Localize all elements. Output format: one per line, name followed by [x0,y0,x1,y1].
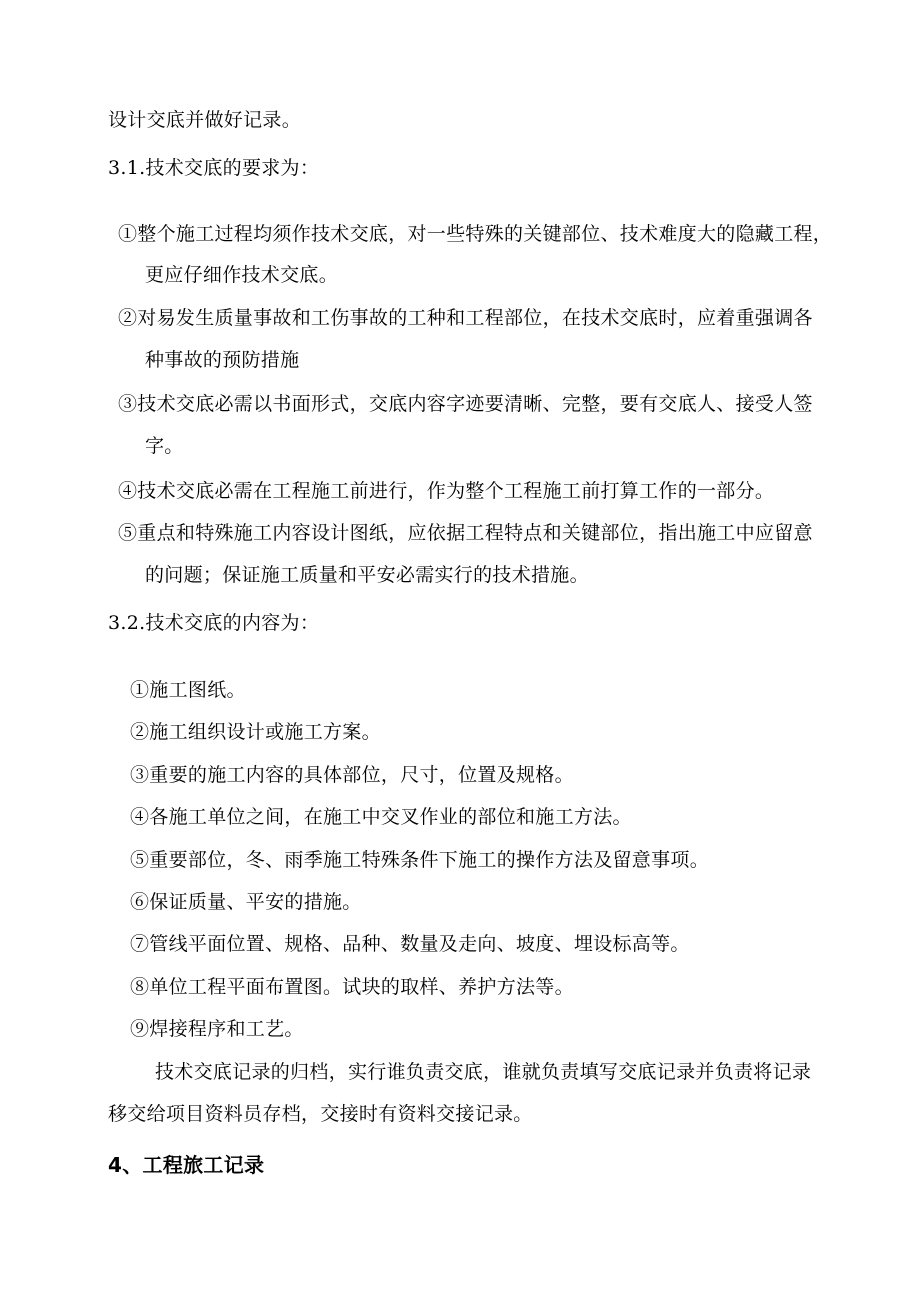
content-item-3: ③重要的施工内容的具体部位，尺寸，位置及规格。 [130,764,574,786]
req-item-2-line-2: 种事故的预防措施 [145,349,300,371]
content-item-9: ⑨焊接程序和工艺。 [130,1018,304,1040]
content-item-5: ⑤重要部位，冬、雨季施工特殊条件下施工的操作方法及留意事项。 [130,849,710,871]
req-item-1-line-1: ①整个施工过程均须作技术交底，对一些特殊的关键部位、技术难度大的隐藏工程， [118,223,833,245]
closing-paragraph-line-2: 移交给项目资料员存档，交接时有资料交接记录。 [108,1103,533,1125]
req-item-5-line-2: 的问题；保证施工质量和平安必需实行的技术措施。 [145,564,589,586]
content-item-2: ②施工组织设计或施工方案。 [130,721,381,743]
req-item-1-line-2: 更应仔细作技术交底。 [145,264,339,286]
section-3-1-title: 3.1.技术交底的要求为： [108,157,320,179]
req-item-3-line-2: 字。 [145,435,184,457]
intro-tail-text: 设计交底并做好记录。 [108,109,302,131]
content-item-1: ①施工图纸。 [130,679,246,701]
content-item-7: ⑦管线平面位置、规格、品种、数量及走向、坡度、埋设标高等。 [130,933,690,955]
section-4-heading: 4、工程旅工记录 [108,1153,265,1177]
req-item-5-line-1: ⑤重点和特殊施工内容设计图纸，应依据工程特点和关键部位，指出施工中应留意 [118,522,813,544]
content-item-4: ④各施工单位之间，在施工中交叉作业的部位和施工方法。 [130,806,632,828]
content-item-8: ⑧单位工程平面布置图。试块的取样、养护方法等。 [130,976,574,998]
section-3-2-title: 3.2.技术交底的内容为： [108,612,320,634]
req-item-2-line-1: ②对易发生质量事故和工伤事故的工种和工程部位，在技术交底时，应着重强调各 [118,307,813,329]
closing-paragraph-line-1: 技术交底记录的归档，实行谁负责交底，谁就负责填写交底记录并负责将记录 [155,1061,812,1083]
req-item-3-line-1: ③技术交底必需以书面形式，交底内容字迹要清晰、完整，要有交底人、接受人签 [118,393,813,415]
content-item-6: ⑥保证质量、平安的措施。 [130,891,362,913]
req-item-4-line-1: ④技术交底必需在工程施工前进行，作为整个工程施工前打算工作的一部分。 [118,480,775,502]
